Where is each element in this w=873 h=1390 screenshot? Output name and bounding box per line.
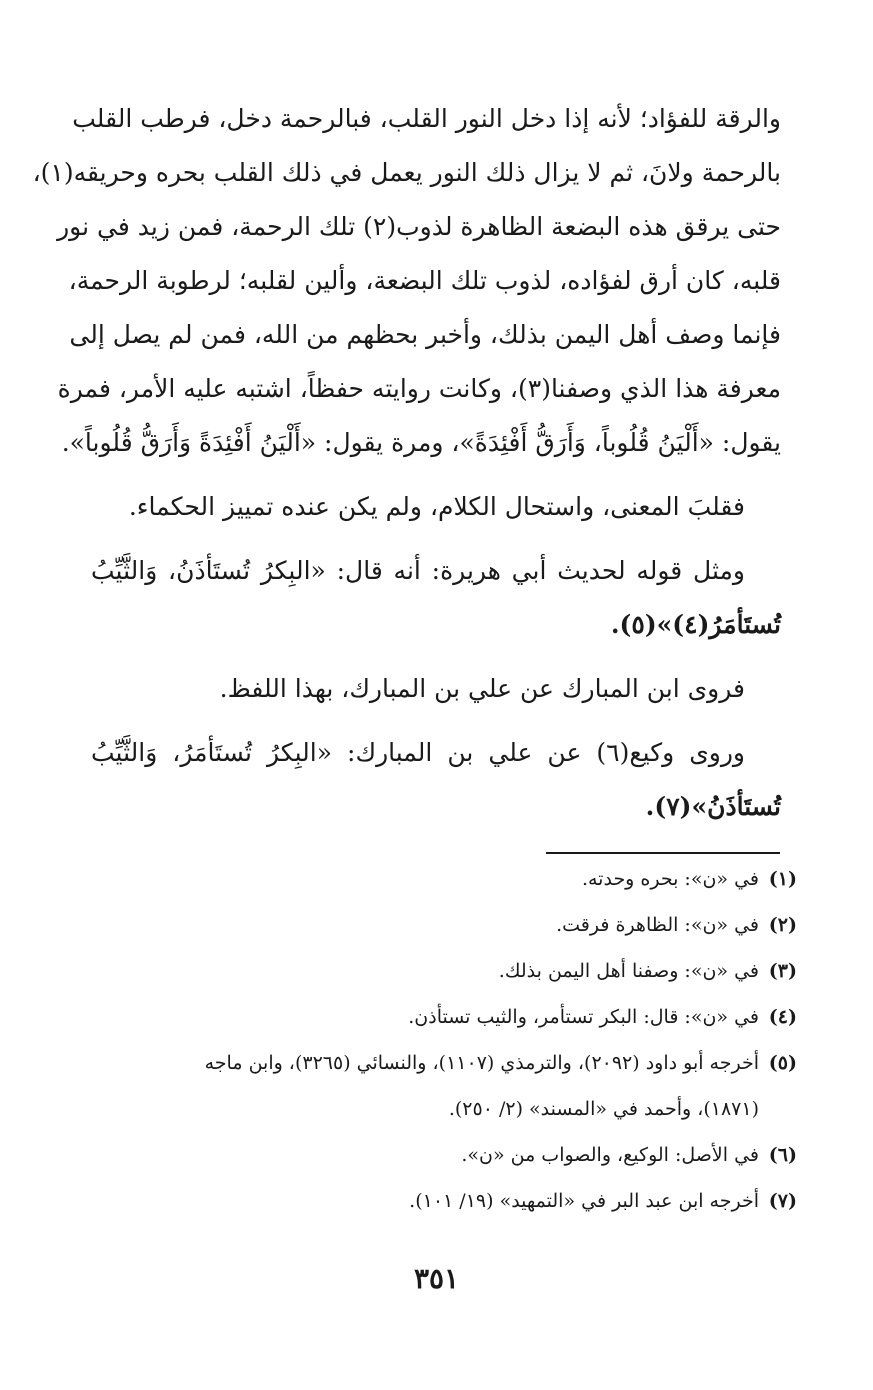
footnote-number: (١) xyxy=(768,868,797,890)
footnote-text xyxy=(75,1052,759,1121)
footnote-number: (٦) xyxy=(768,1144,797,1166)
text-line-3: حتى يرقق هذه البضعة الظاهرة لذوب(٢) تلك الرحمة، فمن زيد في نور xyxy=(57,212,781,241)
footnote-divider xyxy=(546,852,780,854)
text-line-7: يقول: «أَلْيَنُ قُلُوباً، وَأَرَقُّ أَفْئِدَةً»، ومرة يقول: «أَلْيَنُ أَفْئِدَةً وَأَرَقُّ قُلُوباً». xyxy=(61,428,781,457)
footnote-7 xyxy=(75,1190,797,1213)
text-line-8: فقلبَ المعنى، واستحال الكلام، ولم يكن عنده تمييز الحكماء. xyxy=(128,492,745,521)
paragraph-gap xyxy=(91,716,781,726)
text-line-2: بالرحمة ولانَ، ثم لا يزال ذلك النور يعمل في ذلك القلب بحره وحريقه(١)، xyxy=(32,158,781,187)
footnote-text-line-1: أخرجه أبو داود (٢٠٩٢)، والترمذي (١١٠٧)، والنسائي (٣٢٦٥)، وابن ماجه xyxy=(204,1052,759,1074)
footnote-text: في «ن»: الظاهرة فرقت. xyxy=(556,914,759,936)
text-line-11: فروى ابن المبارك عن علي بن المبارك، بهذا اللفظ. xyxy=(219,674,745,703)
text-line-12: وروى وكيع(٦) عن علي بن المبارك: «البِكرُ تُستَأمَرُ، وَالثَّيِّبُ xyxy=(91,738,746,767)
paragraph-gap xyxy=(91,470,781,480)
footnote-text: في الأصل: الوكيع، والصواب من «ن». xyxy=(461,1144,759,1166)
footnote-number: (٤) xyxy=(768,1006,797,1028)
footnote-5 xyxy=(75,1052,797,1121)
footnote-2 xyxy=(75,914,797,937)
footnote-text: في «ن»: قال: البكر تستأمر، والثيب تستأذن. xyxy=(408,1006,759,1028)
footnote-text: في «ن»: بحره وحدته. xyxy=(581,868,759,890)
page-number: ٣٥١ xyxy=(413,1262,460,1295)
footnotes xyxy=(75,868,797,1236)
footnote-number: (٢) xyxy=(768,914,797,936)
text-line-10: تُستَأمَرُ(٤)»(٥). xyxy=(610,610,781,639)
text-line-6: معرفة هذا الذي وصفنا(٣)، وكانت روايته حفظاً، اشتبه عليه الأمر، فمرة xyxy=(57,374,781,403)
footnote-text: أخرجه ابن عبد البر في «التمهيد» (١٩/ ١٠١). xyxy=(409,1190,759,1212)
main-text xyxy=(32,92,781,834)
footnote-text-line-2: (١٨٧١)، وأحمد في «المسند» (٢/ ٢٥٠). xyxy=(448,1098,759,1120)
footnote-number: (٧) xyxy=(768,1190,797,1212)
text-line-5: فإنما وصف أهل اليمن بذلك، وأخبر بحظهم من الله، فمن لم يصل إلى xyxy=(69,320,781,349)
footnote-number: (٣) xyxy=(768,960,797,982)
footnote-1 xyxy=(75,868,797,891)
paragraph-gap xyxy=(91,534,781,544)
footnote-text: في «ن»: وصفنا أهل اليمن بذلك. xyxy=(498,960,759,982)
footnote-6 xyxy=(75,1144,797,1167)
paragraph-gap xyxy=(91,652,781,662)
footnote-4 xyxy=(75,1006,797,1029)
text-line-1: والرقة للفؤاد؛ لأنه إذا دخل النور القلب، فبالرحمة دخل، فرطب القلب xyxy=(72,104,781,133)
footnote-3 xyxy=(75,960,797,983)
text-line-4: قلبه، كان أرق لفؤاده، لذوب تلك البضعة، وألين لقلبه؛ لرطوبة الرحمة، xyxy=(68,266,781,295)
text-line-13: تُستَأذَنُ»(٧). xyxy=(645,792,781,821)
footnote-number: (٥) xyxy=(768,1052,797,1074)
text-line-9: ومثل قوله لحديث أبي هريرة: أنه قال: «البِكرُ تُستَأذَنُ، وَالثَّيِّبُ xyxy=(91,556,745,585)
